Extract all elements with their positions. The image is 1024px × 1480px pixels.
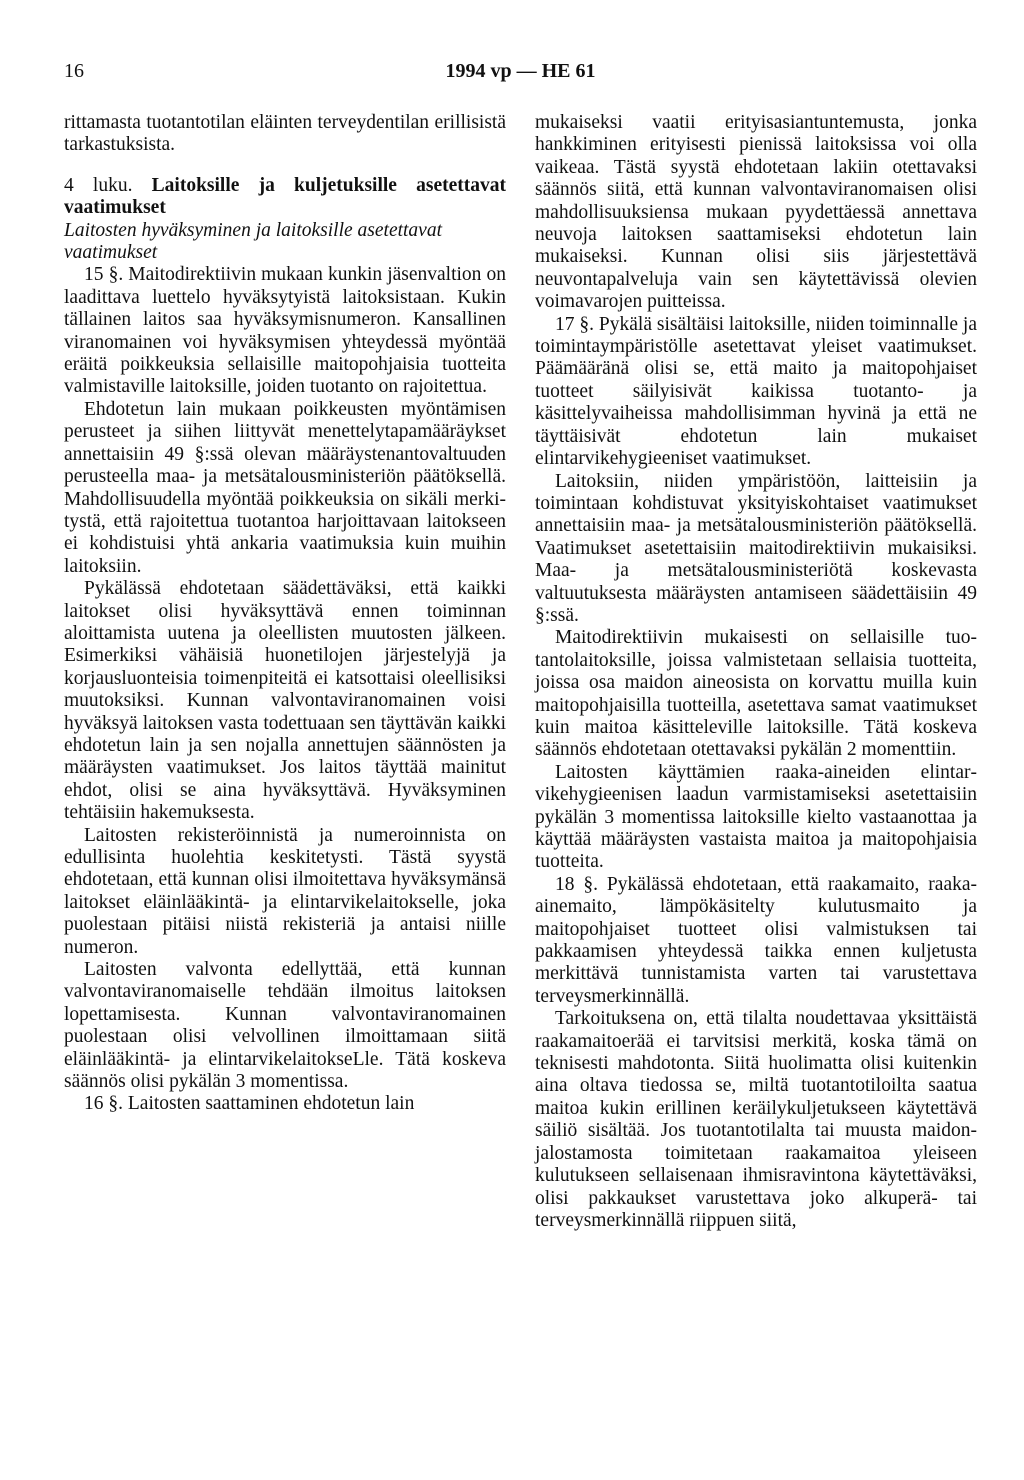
section-subheading: Laitosten hyväksyminen ja laitoksille asetettavat vaatimukset (64, 219, 443, 264)
paragraph: 17 §. Pykälä sisältäisi laitoksille, niiden toiminnalle ja toimintaympäristölle asetettavat yleiset vaatimukset. Päämääränä olisi se, että maito ja maitopohjaiset tuotteet säilyisivät kaikissa tuotanto- ja käsittelyvaiheissa mahdollisimman hyvinä ja että ne täyttäisivät ehdotetun lain mukaiset elintarvikehygieeniset vaatimukset. (535, 313, 977, 470)
paragraph: Laitosten rekisteröinnistä ja numeroinnista on edullisinta huolehtia keskitetysti. Tästä syystä ehdotetaan, että kunnan olisi ilmoitettava hyväksymänsä laitokset eläinlääkintä- ja elintarvikelaitokselle, joka puolestaan pitäisi niistä rekisteriä ja antaisi niille numeron. (64, 824, 506, 958)
paragraph: 16 §. Laitosten saattaminen ehdotetun lain (84, 1093, 415, 1115)
chapter-heading (64, 175, 506, 220)
paragraph: Pykälässä ehdotetaan säädettäväksi, että kaikki laitokset olisi hyväksyttävä ennen toiminnan aloittamista uutena ja oleellisten muutosten jälkeen. Esimerkiksi vähäisiä huonetilojen järjestelyjä ja korjausluonteisia toimenpiteitä ei katsottaisi oleellisiksi muutoksiksi. Kunnan valvontaviranomainen voisi hyväksyä laitoksen vasta todettuaan sen täyttävän kaikki ehdotetun lain ja sen nojalla annettujen säännösten ja määräysten vaatimukset. Jos laitos täyttää mainitut ehdot, olisi se aina hyväksyttävä. Hyväksyminen tehtäisiin hakemuksesta. (64, 578, 506, 824)
paragraph: Laitoksiin, niiden ympäristöön, laitteisiin ja toimintaan kohdistuvat yksityiskohtaiset vaatimukset annettaisiin maa- ja metsätalousministeriön päätöksellä. Vaatimukset asetettaisiin maitodirektiivin mukaisiksi. Maa- ja metsätalousministeriötä koskevasta valtuutuksesta määräysten antamiseen säädettäisiin 49 §:ssä. (535, 470, 977, 626)
paragraph: mukaiseksi vaatii erityisasiantuntemusta, jonka hankkiminen erityisesti pienissä laitoksissa voi olla vaikeaa. Tästä syystä ehdotetaan lakiin otettavaksi säännös siitä, että kunnan valvontaviranomaisen olisi mahdollisuuksiensa mukaan pyydettäessä annettava neuvoja laitoksen saattamiseksi ehdotetun lain mukaiseksi. Kunnan olisi siis järjestettävä neuvontapalveluja vain sen käytettävissä olevien voimavarojen puitteissa. (535, 112, 977, 313)
paragraph: Laitosten käyttämien raaka-aineiden elintarvikehygieenisen laadun varmistamiseksi asetettaisiin pykälän 3 momentissa laitoksille kielto vastaanottaa ja käyttää määräysten vastaista maitoa ja maitopohjaisia tuotteita. (535, 761, 977, 873)
paragraph: Laitosten valvonta edellyttää, että kunnan valvontaviranomaiselle tehdään ilmoitus laitoksen lopettamisesta. Kunnan valvontaviranomainen puolestaan olisi velvollinen ilmoittamaan siitä eläinlääkintä- ja elintarvikelaitokseLle. Tätä koskeva säännös olisi pykälän 3 momentissa. (64, 959, 506, 1093)
page-number: 16 (64, 60, 84, 82)
page-header (64, 60, 977, 90)
paragraph: Tarkoituksena on, että tilalta noudettavaa yksittäistä raakamaitoerää ei tarvitsisi merkitä, koska tämä on teknisesti mahdotonta. Siitä huolimatta olisi kuitenkin aina oltava tiedossa se, miltä tuotantotiloilta saatua maitoa kukin erillinen keräilykuljetukseen käytettävä säiliö sisältää. Jos tuotantotilalta tai muusta maidonjalostamosta toimitetaan raakamaitoa yleiseen kulutukseen sellaisenaan ihmisravintona käytettäväksi, olisi pakkaukset varustettava joko alkuperä- tai terveysmerkinnällä riippuen siitä, (535, 1008, 977, 1231)
paragraph: 18 §. Pykälässä ehdotetaan, että raakamaito, raaka-ainemaito, lämpökäsitelty kulutusmaito ja maitopohjaiset tuotteet olisi valmistuksen tai pakkaamisen yhteydessä taikka ennen kuljetusta merkittävä tunnistamista varten tai varustettava terveysmerkinnällä. (535, 873, 977, 1007)
paragraph: Maitodirektiivin mukaisesti on sellaisille tuotantolaitoksille, joissa valmistetaan sellaisia tuotteita, joissa osa maidon aineosista on korvattu muilla kuin maitopohjaisilla tuotteilla, asetettava samat vaatimukset kuin maitoa käsitteleville laitoksille. Tätä koskeva säännös ehdotetaan otettavaksi pykälän 2 momenttiin. (535, 627, 977, 761)
running-head: 1994 vp — HE 61 (445, 60, 596, 82)
chapter-title: Laitoksille ja kuljetuksille asetettavat vaatimukset (64, 174, 506, 219)
paragraph: 15 §. Maitodirektiivin mukaan kunkin jäsenvaltion on laadittava luettelo hyväksytyistä laitoksistaan. Kukin tällainen laitos saa hyväksymisnumeron. Kansallinen viranomainen voi hyväksymisen yhteydessä myöntää eräitä poikkeuksia sellaisille maitopohjaisia tuotteita valmistaville laitoksille, joiden tuotanto on rajoitettua. (64, 264, 506, 398)
paragraph: Ehdotetun lain mukaan poikkeusten myöntämisen perusteet ja siihen liittyvät menettelytapamääräykset annettaisiin 49 §:ssä olevan määräystenantovaltuuden perusteella maa- ja metsätalousministeriön päätöksellä. Mahdollisuudella myöntää poikkeuksia on sikäli merkitystä, että rajoitettua tuotantoa harjoittavaan laitokseen ei kohdistuisi yhtä ankaria vaatimuksia kuin muihin laitoksiin. (64, 398, 506, 577)
left-column (64, 112, 506, 1116)
right-column (535, 112, 977, 1232)
paragraph: rittamasta tuotantotilan eläinten terveydentilan erillisistä tarkastuksista. (64, 112, 506, 156)
chapter-number: 4 luku. (64, 174, 133, 196)
